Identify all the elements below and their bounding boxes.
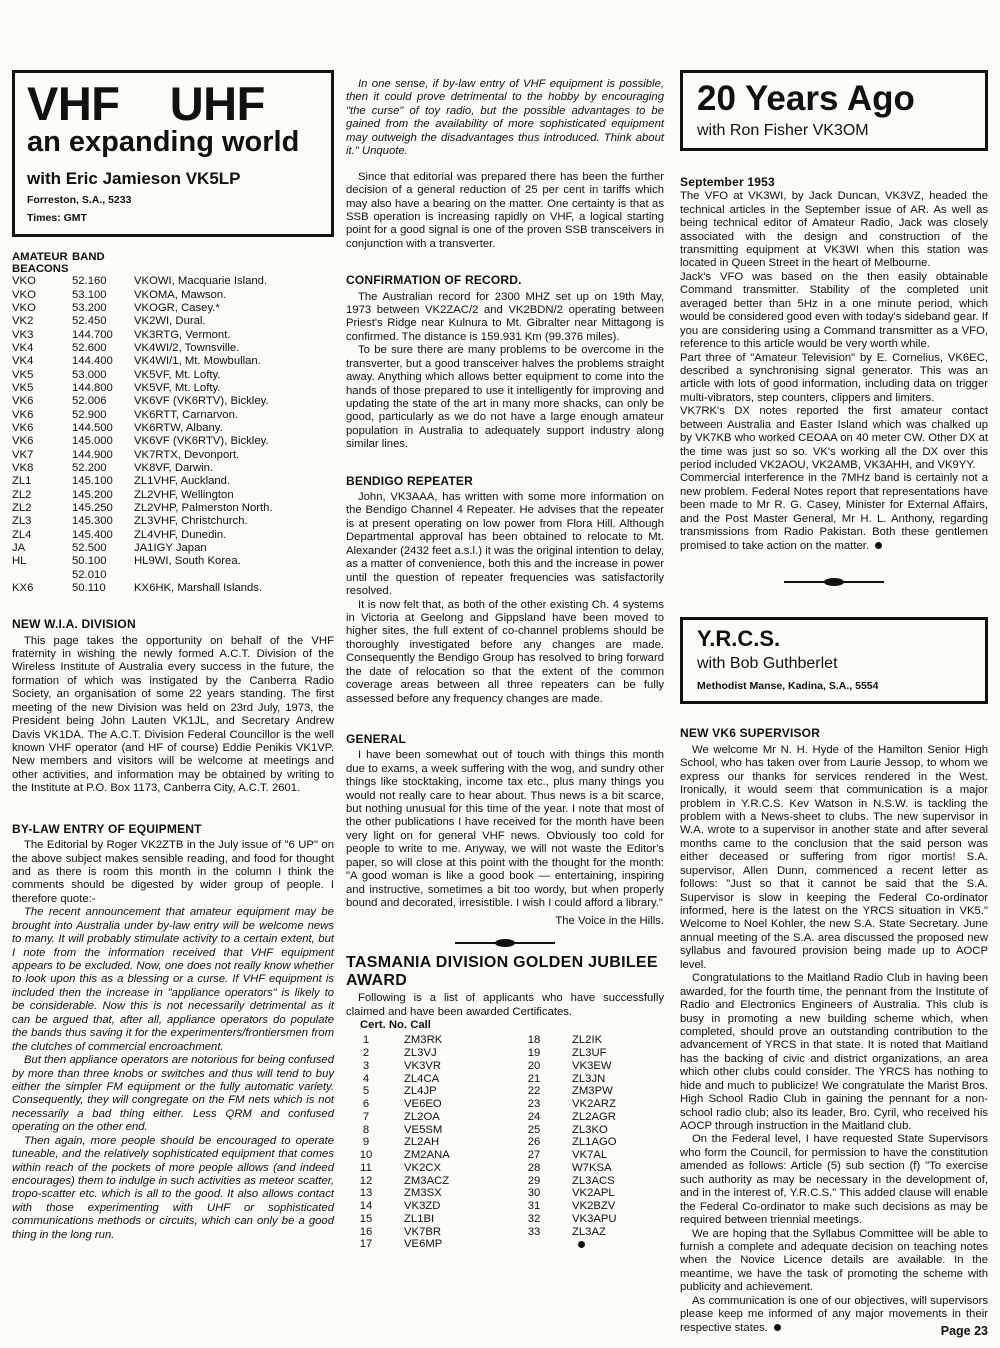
cert-number: 7 <box>362 1110 370 1123</box>
certificate-row <box>346 1111 617 1124</box>
cert-number: 1 <box>362 1034 370 1047</box>
quote-paragraph: In one sense, if by-law entry of VHF equipment is possible, then it could prove detrimental to the hobby by encouraging "the curse" of toy radio, but the possible advantages to be gained from the availability of more sophisticated equipment may outweigh the disadvantages thus introduced. Think about it." Unquote. <box>346 78 664 158</box>
beacon-row <box>12 289 312 302</box>
band-header: BAND <box>72 250 105 263</box>
beacon-frequency: 144.800 <box>72 382 113 395</box>
beacon-callsign: ZL1VHF, Auckland. <box>134 475 231 488</box>
beacon-callsign: KX6HK, Marshall Islands. <box>134 581 263 594</box>
beacon-callsign: VK6VF (VK6RTV), Bickley. <box>134 435 269 448</box>
certificate-row <box>346 1085 617 1098</box>
cert-number: 13 <box>359 1187 373 1200</box>
cert-callsign: VK7AL <box>572 1149 608 1162</box>
beacon-row <box>12 515 312 528</box>
beacon-frequency: 52.600 <box>72 342 107 355</box>
beacon-callsign: HL9WI, South Korea. <box>134 555 241 568</box>
section-heading-tasmania: TASMANIA DIVISION GOLDEN JUBILEE AWARD <box>346 953 658 989</box>
paragraph: It is now felt that, as both of the other existing Ch. 4 systems in Victoria at Geelong and Gippsland have been moved to higher sites, the full extent of co-channel problems should be thoroughly investigated before any changes are made. Consequently the Bendigo Group has resolved to bring forward the date of relocation so that the extent of the common coverage areas between all three repeaters can be fully assessed before any frequency changes are made. <box>346 598 664 705</box>
cert-callsign: ZL4CA <box>404 1072 440 1085</box>
cert-callsign: VK2APL <box>572 1187 615 1200</box>
cert-number: 10 <box>359 1149 373 1162</box>
certificate-row <box>346 1175 617 1188</box>
cert-callsign: ZL3JN <box>572 1072 606 1085</box>
beacon-area: ZL2 <box>12 488 32 501</box>
beacon-row <box>12 369 312 382</box>
beacon-frequency: 53.100 <box>72 288 107 301</box>
cert-number: 5 <box>362 1085 370 1098</box>
beacon-callsign: VK4WI/1, Mt. Mowbullan. <box>134 355 261 368</box>
beacon-callsign: VK2WI, Dural. <box>134 315 206 328</box>
certificate-row <box>346 1213 617 1226</box>
beacon-area: VK5 <box>12 382 34 395</box>
beacons-list <box>12 275 312 595</box>
cert-number: 14 <box>359 1200 373 1213</box>
yrcs-header-box <box>680 617 988 704</box>
beacon-callsign: VKOMA, Mawson. <box>134 288 227 301</box>
beacon-area: VK8 <box>12 462 34 474</box>
cert-callsign: VK3VR <box>404 1059 442 1072</box>
cert-number: 3 <box>362 1059 370 1072</box>
beacon-frequency: 52.500 <box>72 541 107 554</box>
column-right <box>680 70 988 1335</box>
beacon-area: VK5 <box>12 368 34 381</box>
cert-callsign: ZL1BI <box>404 1212 435 1225</box>
cert-number: 23 <box>527 1098 541 1111</box>
beacon-frequency: 53.200 <box>72 302 107 315</box>
paragraph: The VFO at VK3WI, by Jack Duncan, VK3VZ, headed the technical articles in the September issue of AR. As well as being technical editor of Amateur Radio, Jack was closely associated with the design and construction of the transmitting equipment at VK3WI when this station was located in Queen Street in the heart of Melbourne. <box>680 190 988 270</box>
paragraph: Following is a list of applicants who have successfully claimed and have been awarded Certificates. <box>346 992 664 1018</box>
beacon-row <box>12 449 312 462</box>
beacon-callsign: VK3RTG, Vermont. <box>134 328 231 341</box>
beacon-row <box>12 475 312 488</box>
cert-number: 19 <box>527 1047 541 1060</box>
beacon-row <box>12 275 312 288</box>
beacon-row <box>12 529 312 542</box>
cert-number: 17 <box>359 1238 373 1251</box>
end-bullet-icon <box>875 542 882 549</box>
section-heading-general: GENERAL <box>346 732 407 747</box>
cert-number: 8 <box>362 1123 370 1136</box>
certificate-row <box>346 1149 617 1162</box>
beacon-frequency: 53.000 <box>72 368 107 381</box>
cert-callsign: ZM3SX <box>404 1187 442 1200</box>
cert-callsign: ZL3VJ <box>404 1047 437 1060</box>
section-heading-confirmation: CONFIRMATION OF RECORD. <box>346 273 522 288</box>
certificate-row <box>346 1200 617 1213</box>
cert-callsign: ZL2AGR <box>572 1110 616 1123</box>
cert-callsign: ZM2ANA <box>404 1149 450 1162</box>
beacon-area: VKO <box>12 288 36 301</box>
cert-callsign: ZM3ACZ <box>404 1174 450 1187</box>
cert-callsign: ZM3RK <box>404 1034 443 1047</box>
cert-number: 15 <box>359 1212 373 1225</box>
beacon-area: ZL2 <box>12 501 32 514</box>
beacon-area: VK7 <box>12 448 34 461</box>
paragraph: I have been somewhat out of touch with things this month due to exams, a week suffering with the wog, and sundry other things like stocktaking, income tax etc., plus many things you would not really care to hear about. Thus news is a bit scarce, but nothing unusual for this time of the year. I note that most of the other publications I have received for the month have been very light on for general VHF news. Obviously too cold for people to write to me. Anyway, we will not waste the Editor's paper, so will close at this point with the thought for the month: "A good woman is like a good book — entertaining, inspiring and instructive, sometimes a bit too wordy, but when properly bound and decorated, irresistible. I wish I could afford a library." <box>346 749 664 910</box>
cert-number: 24 <box>527 1110 541 1123</box>
beacon-area: VK6 <box>12 395 34 408</box>
page-number: Page 23 <box>940 1324 988 1338</box>
beacon-row <box>12 569 312 582</box>
paragraph: The Australian record for 2300 MHZ set up on 19th May, 1973 between VK2ZAC/2 and VK2BDN/2 operating between Priest's Ridge near Kulnura to Mt. Gibralter near Mittagong is confirmed. The distance is 159.931 Km (99.376 miles). <box>346 290 664 343</box>
cert-callsign: VK3ZD <box>404 1200 441 1213</box>
cert-number: 30 <box>527 1187 541 1200</box>
beacons-header: AMATEUR BEACONS <box>12 250 69 275</box>
beacon-frequency: 144.700 <box>72 328 113 341</box>
cert-number: 21 <box>527 1072 541 1085</box>
beacon-callsign: ZL2VHF, Wellington <box>134 488 234 501</box>
certificate-row <box>346 1226 617 1239</box>
beacon-frequency: 145.200 <box>72 488 113 501</box>
beacon-row <box>12 582 312 595</box>
twenty-years-header-box <box>680 70 988 151</box>
beacon-row <box>12 382 312 395</box>
beacon-row <box>12 489 312 502</box>
paragraph: Congratulations to the Maitland Radio Club in having been awarded, for the fourth time, the pennant from the Institute of Radio and Electronics Engineers of Australia. This club is busy in promoting a new building scheme which, when completed, should prove an outstanding contribution to the advancement of YRCS in that state. It is noted that Maitland has the backing of civic and district organizations, an area which other clubs could consider. The YRCS has nothing to hide and much to publicize! We congratulate the Marist Bros. High School Radio Club in gaining the pennant for a non-school radio club; also its leader, Bro. Cyril, who received his AOCP through instruction in the Maitland club. <box>680 972 988 1132</box>
section-heading-september: September 1953 <box>680 175 775 190</box>
section-divider <box>784 581 884 583</box>
beacon-area: VK3 <box>12 328 34 341</box>
beacon-callsign: VK8VF, Darwin. <box>134 462 214 474</box>
beacon-area: VKO <box>12 275 36 288</box>
beacon-callsign: VK7RTX, Devonport. <box>134 448 240 461</box>
beacon-frequency: 50.110 <box>72 581 106 594</box>
cert-number: 16 <box>359 1225 373 1238</box>
end-bullet-icon <box>774 1324 781 1331</box>
cert-number: 20 <box>527 1059 541 1072</box>
column-title: Y.R.C.S. <box>697 626 781 652</box>
cert-callsign: VE5SM <box>404 1123 443 1136</box>
beacon-row <box>12 395 312 408</box>
paragraph: To be sure there are many problems to be overcome in the transverter, but a good transceiver halves the problems straight away. Anything which allows better equipment to come into the hands of those prepared to use it intelligently for improving and updating the state of the art in many more shacks, can only be good, particularly as we do not have a large enough amateur population in Australia to adequately support industry along similar lines. <box>346 344 664 451</box>
beacon-frequency: 52.010 <box>72 568 107 581</box>
beacon-row <box>12 435 312 448</box>
cert-table-header: Cert. No. Call <box>360 1019 431 1032</box>
beacon-area: JA <box>12 541 26 554</box>
beacon-area: VK4 <box>12 342 34 355</box>
beacon-frequency: 52.160 <box>72 275 107 288</box>
times-note: Times: GMT <box>27 212 87 225</box>
certificate-row <box>346 1136 617 1149</box>
beacon-frequency: 145.250 <box>72 501 113 514</box>
beacon-area: VK6 <box>12 408 34 421</box>
beacon-frequency: 145.400 <box>72 528 113 541</box>
paragraph: Part three of "Amateur Television" by E. Cornelius, VK6EC, described a synchronising signal generator. This was an article with lots of good information, including data on trigger multi-vibrators, step counters, clippers and limiters. <box>680 351 988 404</box>
beacon-row <box>12 542 312 555</box>
beacon-callsign: VK5VF, Mt. Lofty. <box>134 382 221 395</box>
cert-callsign: ZL2AH <box>404 1136 440 1149</box>
beacon-area: VKO <box>12 302 36 315</box>
cert-callsign: VK2ARZ <box>572 1098 616 1111</box>
column-byline: with Bob Guthberlet <box>697 655 838 673</box>
paragraph: John, VK3AAA, has written with some more information on the Bendigo Channel 4 Repeater. He advises that the repeater is at present operating on low power from Flora Hill. Although Departmental approval has been obtained to relocate to Mt. Alexander (2432 feet a.s.l.) it was the original intention to delay, as a matter of convenience, both this and the increase in power until the question of repeater frequencies was satisfactorily resolved. <box>346 491 664 598</box>
cert-callsign: ZL3ACS <box>572 1174 615 1187</box>
beacon-area: ZL1 <box>12 475 32 488</box>
column-byline: with Eric Jamieson VK5LP <box>27 169 241 188</box>
beacon-row <box>12 302 312 315</box>
beacon-row <box>12 422 312 435</box>
cert-callsign: ZL2IK <box>572 1034 603 1047</box>
author-address: Methodist Manse, Kadina, S.A., 5554 <box>697 680 879 693</box>
cert-callsign: ZL1AGO <box>572 1136 617 1149</box>
cert-callsign: ZL4JP <box>404 1085 437 1098</box>
certificates-list <box>346 1034 617 1251</box>
beacon-frequency: 145.300 <box>72 515 113 528</box>
paragraph: Since that editorial was prepared there has been the further decision of a general reduction of 25 per cent in tariffs which may also have a bearing on the matter. One certainty is that as SSB operation is increasing rapidly on VHF, a logical starting point for a good signal is one of the proven SSB transceivers in conjunction with a transverter. <box>346 170 664 250</box>
cert-callsign <box>554 1238 617 1251</box>
cert-number: 32 <box>527 1212 541 1225</box>
paragraph: The Editorial by Roger VK2ZTB in the July issue of "6 UP" on the above subject makes sensible reading, and food for thought and as there is room this month in the column I think the comments should be digested by wider group of people. I therefore quote:- <box>12 839 334 905</box>
beacon-row <box>12 409 312 422</box>
cert-callsign: VE6EO <box>404 1098 442 1111</box>
paragraph: Jack's VFO was based on the then easily obtainable Command transmitter. Stability of the completed unit averaged better than 5Hz in a one minute period, which would be considered good even with today's sideband gear. If you are considering using a Command transmitter as a VFO, reference to this article would be very worth while. <box>680 270 989 351</box>
beacon-frequency: 144.400 <box>72 355 113 368</box>
paragraph: VK7RK's DX notes reported the first amateur contact between Australia and Easter Island which was chalked up by VK7KB who worked CEOAA on 40 meter CW. Other DX at the time was just so so. VK's working all the DX over this period included VK2AOU, VK2AMB, VK3AHH, and VK9YY. <box>680 405 988 472</box>
beacon-frequency: 52.006 <box>72 395 107 408</box>
column-byline: with Ron Fisher VK3OM <box>697 122 869 139</box>
beacon-row <box>12 502 312 515</box>
beacon-callsign: VK4WI/2, Townsville. <box>134 342 240 355</box>
cert-number: 4 <box>362 1072 370 1085</box>
section-heading-wia: NEW W.I.A. DIVISION <box>12 617 136 632</box>
beacon-callsign: VK6RTT, Carnarvon. <box>134 408 239 421</box>
quote-paragraph: Then again, more people should be encouraged to operate tuneable, and the relatively sophisticated equipment that comes within reach of the pockets of more people allows (and indeed encourages) them to indulge in such activities as meteor scatter, tropo-scatter etc. which is all to the good. It also allows contact with those experimenting with UHF or sophisticated communications methods or circuits, which can only be a good thing in the long run. <box>12 1134 334 1241</box>
beacon-area <box>12 569 72 582</box>
beacon-callsign: VKOWI, Macquarie Island. <box>134 275 268 288</box>
cert-callsign: ZL3AZ <box>572 1225 606 1238</box>
column-title: 20 Years Ago <box>697 79 915 118</box>
quote-paragraph: But then appliance operators are notorious for being confused by more than three knobs or switches and thus will tend to buy either the simpler FM equipment or the fully automatic variety. Consequently, they will congregate on the FM nets which is not necessarily a bad thing either. Less QRM and confused operating on the other end. <box>12 1054 334 1134</box>
cert-number: 11 <box>360 1161 372 1174</box>
column-middle <box>346 78 664 1251</box>
section-heading-bylaw: BY-LAW ENTRY OF EQUIPMENT <box>12 821 202 836</box>
beacon-frequency: 144.900 <box>72 448 113 461</box>
beacon-area: VK6 <box>12 422 34 435</box>
beacon-area: VK2 <box>12 315 34 328</box>
beacon-frequency: 52.900 <box>72 408 107 421</box>
end-bullet-icon <box>578 1241 585 1248</box>
certificate-row <box>346 1162 617 1175</box>
beacon-callsign: VK6VF (VK6RTV), Bickley. <box>134 395 269 408</box>
beacon-callsign <box>134 569 312 582</box>
beacon-callsign: VK6RTW, Albany. <box>134 422 223 435</box>
beacon-area: VK4 <box>12 355 34 368</box>
section-heading-vk6: NEW VK6 SUPERVISOR <box>680 726 821 741</box>
certificate-row <box>346 1060 617 1073</box>
cert-number: 29 <box>527 1174 541 1187</box>
certificate-row <box>346 1073 617 1086</box>
beacon-frequency: 52.450 <box>72 315 107 328</box>
quote-paragraph: The recent announcement that amateur equipment may be brought into Australia under by-law entry will be welcome news to many. It will probably stimulate activity to a certain extent, but I note from the information received that VHF equipment appears to be excluded. Now, one does not really know whether to look upon this as a blessing or a curse. If VHF equipment is included then the increase in "appliance operators" is likely to be considerable. Now this is not necessarily detrimental as it can be argued that, after all, appliance operators do populate the bands thus saving it for the experimenters/frontiersmen from the clutches of commercial encroachment. <box>12 906 334 1053</box>
beacon-frequency: 50.100 <box>72 555 107 568</box>
beacon-row <box>12 555 312 568</box>
cert-number: 2 <box>362 1047 370 1060</box>
beacon-area: ZL4 <box>12 528 32 541</box>
cert-callsign: VK3EW <box>572 1059 612 1072</box>
section-divider <box>455 942 555 944</box>
paragraph-text: Commercial interference in the 7MHz band is certainly not a new problem. Federal Notes report that representations have been made to Mr R. G. Casey, Minister for External Affairs, and the Post Master General, Mr H. L. Anthony, regarding transmissions from Radio Pakistan. Both these gentlemen promised to take action on the matter. <box>680 472 988 552</box>
cert-number: 33 <box>527 1225 541 1238</box>
certificate-row <box>346 1238 617 1251</box>
cert-number: 12 <box>359 1174 373 1187</box>
cert-callsign: W7KSA <box>572 1161 612 1174</box>
certificate-row <box>346 1187 617 1200</box>
certificate-row <box>346 1124 617 1137</box>
beacon-callsign: VK5VF, Mt. Lofty. <box>134 368 221 381</box>
cert-number: 22 <box>527 1085 541 1098</box>
cert-callsign: VK3APU <box>572 1212 617 1225</box>
beacon-frequency: 144.500 <box>72 422 113 435</box>
beacon-row <box>12 462 312 475</box>
cert-number <box>514 1238 554 1251</box>
cert-number: 28 <box>527 1161 541 1174</box>
beacons-table <box>12 251 312 596</box>
beacon-row <box>12 315 312 328</box>
certificate-row <box>346 1034 617 1047</box>
column-title: VHF UHF <box>27 77 265 130</box>
certificate-row <box>346 1098 617 1111</box>
vhf-uhf-header-box <box>12 70 334 237</box>
beacon-area: ZL3 <box>12 515 32 528</box>
cert-number: 25 <box>527 1123 541 1136</box>
cert-number: 6 <box>362 1098 370 1111</box>
certificates-table <box>346 1034 617 1251</box>
cert-number: 9 <box>362 1136 370 1149</box>
beacon-row <box>12 329 312 342</box>
paragraph <box>680 472 988 553</box>
beacon-area: VK6 <box>12 435 34 448</box>
column-subtitle: an expanding world <box>27 126 300 158</box>
signature: The Voice in the Hills. <box>555 914 664 927</box>
cert-number: 18 <box>527 1034 541 1047</box>
cert-callsign: ZL3KO <box>572 1123 608 1136</box>
certificate-row <box>346 1047 617 1060</box>
column-left <box>12 70 334 1242</box>
beacon-callsign: VKOGR, Casey.* <box>134 302 220 315</box>
beacon-callsign: JA1IGY Japan <box>134 541 207 554</box>
paragraph: This page takes the opportunity on behalf of the VHF fraternity in wishing the newly formed A.C.T. Division of the Wireless Institute of Australia every success in the future, the formation of which was instigated by the Canberra Radio Society, an organisation of some 22 years standing. The first meeting of the new Division was held on 23rd July, 1973, the President being John Lauten VK1JL, and Secretary Andrew Davis VK1DA. The A.C.T. Division Federal Councillor is the well known VHF operator (and HF of course) Eddie Penikis VK1VP. New members and visitors will be welcome at meetings and other activities, and information may be obtained by writing to the Institute at P.O. Box 1173, Canberra City, A.C.T. 2601. <box>12 634 334 795</box>
section-heading-bendigo: BENDIGO REPEATER <box>346 473 473 488</box>
cert-number: 26 <box>527 1136 541 1149</box>
beacon-frequency: 52.200 <box>72 462 107 474</box>
beacon-frequency: 145.100 <box>72 475 113 488</box>
beacon-frequency: 145.000 <box>72 435 113 448</box>
author-address: Forreston, S.A., 5233 <box>27 194 132 207</box>
paragraph: On the Federal level, I have requested State Supervisors who form the Council, for permission to have the constitution amended as follows: Article (5) sub section (f) "To exercise such authority as may be necessary in the development of, and in the interest of, Y.R.C.S." This added clause will enable the Federal Co-ordinator to make such decisions as may be required between triennial meetings. <box>680 1133 988 1227</box>
paragraph-text: As communication is one of our objectives, will supervisors please keep me informed of any major movements in their respective states. <box>680 1294 988 1334</box>
beacon-row <box>12 342 312 355</box>
cert-callsign: VK2CX <box>404 1161 442 1174</box>
cert-callsign: ZL2OA <box>404 1110 440 1123</box>
cert-number: 31 <box>527 1200 541 1213</box>
cert-callsign: VE6MP <box>404 1238 443 1251</box>
cert-callsign: VK7BR <box>404 1225 442 1238</box>
beacon-area: KX6 <box>12 581 34 594</box>
cert-callsign: VK2BZV <box>572 1200 616 1213</box>
beacon-area: HL <box>12 555 27 568</box>
beacon-callsign: ZL4VHF, Dunedin. <box>134 528 227 541</box>
paragraph: We are hoping that the Syllabus Committee will be able to furnish a complete and adequate decision on teaching notes when the Novice Licence details are available. In the meantime, we have the task of promoting the scheme with publicity and achievement. <box>680 1227 988 1294</box>
beacon-callsign: ZL2VHP, Palmerston North. <box>134 501 273 514</box>
cert-callsign: ZL3UF <box>572 1047 607 1060</box>
paragraph: We welcome Mr N. H. Hyde of the Hamilton Senior High School, who has taken over from Laurie Jessop, to whom we express our thanks for services rendered in the West. Ironically, it would seem that communication is a major problem in Y.R.C.S. Kev Watson in N.S.W. is tackling the problem with a News-sheet to clubs. The new supervisor in W.A. wrote to a supervisor in another state and after several months came to the conclusion that the said person was either deceased or suffering from rigor mortis! S.A. supervisor, Allen Dunn, commenced a recent letter as follows: "Just so that it cannot be said that the S.A. Supervisor is slow in keeping the Federal Co-ordinator informed, here is the latest on the YRCS situation in VK5." Welcome to Noel Kohler, the new S.A. State Secretary. June annual meeting of the S.A. area discussed the proposed new syllabus and favoured provision being made up to AOCP level. <box>680 743 988 971</box>
cert-callsign: ZM3PW <box>572 1085 613 1098</box>
cert-number: 27 <box>527 1149 541 1162</box>
beacon-callsign: ZL3VHF, Christchurch. <box>134 515 248 528</box>
beacon-row <box>12 355 312 368</box>
